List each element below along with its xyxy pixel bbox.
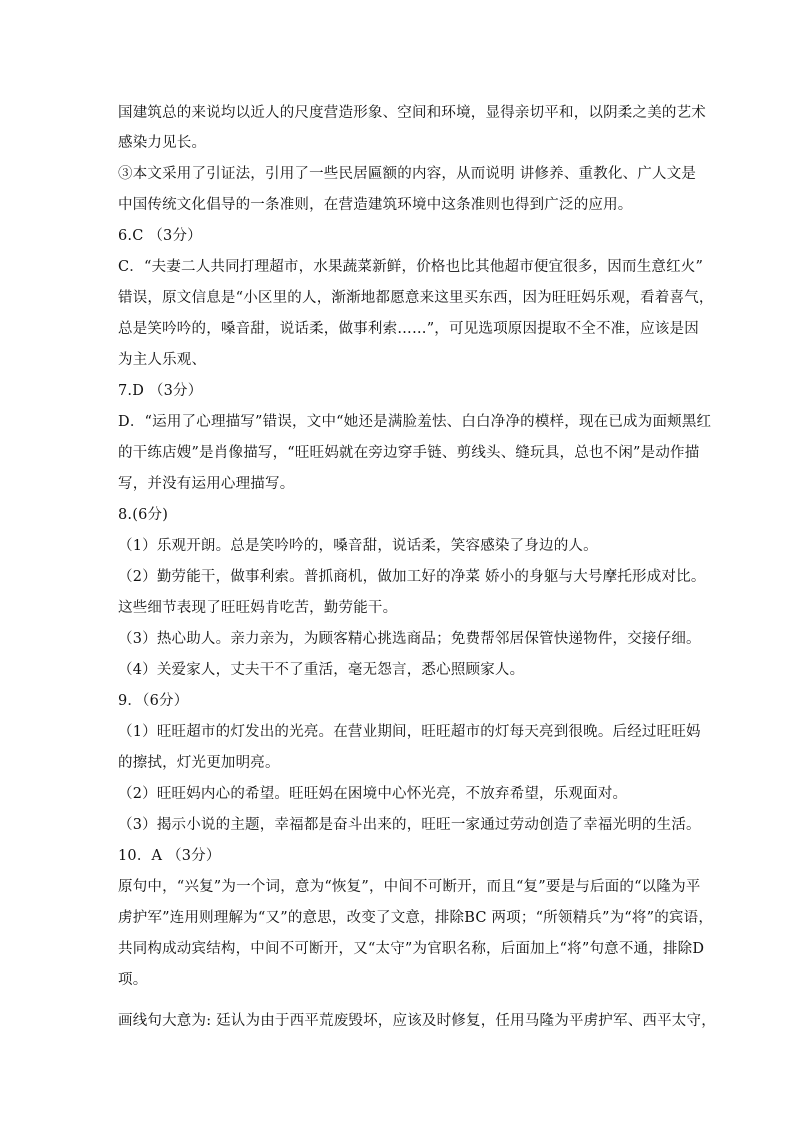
text-line: 画线句大意为: 廷认为由于西平荒废毁坏，应该及时修复，任用马隆为平虏护军、西平太守， [118, 1013, 716, 1029]
text-line: 6.C （3分） [118, 228, 202, 244]
text-line: （2）勤劳能干，做事利索。普抓商机，做加工好的净菜 娇小的身躯与大号摩托形成对比。 [118, 569, 706, 585]
text-line: 这些细节表现了旺旺妈肯吃苦，勤劳能干。 [118, 600, 398, 616]
text-line: D．“运用了心理描写”错误，文中“她还是满脸羞怯、白白净净的模样，现在已成为面颊黑红 [118, 414, 712, 430]
text-line: 的擦拭，灯光更加明亮。 [118, 755, 280, 771]
text-line: 错误，原文信息是“小区里的人，渐渐地都愿意来这里买东西，因为旺旺妈乐观，看着喜气， [118, 290, 714, 306]
text-line: 7.D （3分） [118, 383, 203, 399]
text-line: （1）乐观开朗。总是笑吟吟的，嗓音甜，说话柔，笑容感染了身边的人。 [118, 538, 598, 554]
text-line: （1）旺旺超市的灯发出的光亮。在营业期间，旺旺超市的灯每天亮到很晚。后经过旺旺妈 [118, 724, 701, 740]
text-line: ③本文采用了引证法，引用了一些民居匾额的内容，从而说明 讲修养、重教化、广人文是 [118, 166, 697, 182]
text-line: 10．A （3分） [118, 848, 221, 864]
text-line: 总是笑吟吟的，嗓音甜，说话柔，做事利索……”，可见选项原因提取不全不准，应该是因 [118, 321, 699, 337]
text-line: （2）旺旺妈内心的希望。旺旺妈在困境中心怀光亮，不放弃希望，乐观面对。 [118, 786, 628, 802]
text-line: 中国传统文化倡导的一条准则，在营造建筑环境中这条准则也得到广泛的应用。 [118, 197, 633, 213]
text-line: （3）热心助人。亲力亲为，为顾客精心挑选商品；免费帮邻居保管快递物件，交接仔细。 [118, 631, 701, 647]
text-line: C．“夫妻二人共同打理超市，水果蔬菜新鲜，价格也比其他超市便宜很多，因而生意红火” [118, 259, 704, 275]
text-line: 写，并没有运用心理描写。 [118, 476, 295, 492]
text-line: 为主人乐观、 [118, 352, 207, 368]
text-line: 感染力见长。 [118, 135, 207, 151]
text-line: 项。 [118, 972, 148, 988]
text-line: 虏护军”连用则理解为“又”的意思，改变了文意，排除BC 两项；“所领精兵”为“将”的宾语， [118, 910, 714, 926]
text-line: （3）揭示小说的主题，幸福都是奋斗出来的，旺旺一家通过劳动创造了幸福光明的生活。 [118, 817, 701, 833]
text-line: 原句中，“兴复”为一个词，意为“恢复”，中间不可断开，而且“复”要是与后面的“以隆为平 [118, 879, 701, 895]
text-line: 共同构成动宾结构，中间不可断开，又“太守”为官职名称，后面加上“将”句意不通，排除D [118, 941, 705, 957]
text-line: 的干练店嫂”是肖像描写，“旺旺妈就在旁边穿手链、剪线头、缝玩具，总也不闲”是动作描 [118, 445, 700, 461]
text-line: （4）关爱家人，丈夫干不了重活，毫无怨言，悉心照顾家人。 [118, 662, 525, 678]
text-line: 8.(6分) [118, 507, 169, 523]
text-line: 国建筑总的来说均以近人的尺度营造形象、空间和环境，显得亲切平和，以阴柔之美的艺术 [118, 105, 706, 121]
text-line: 9．（6分） [118, 693, 189, 709]
